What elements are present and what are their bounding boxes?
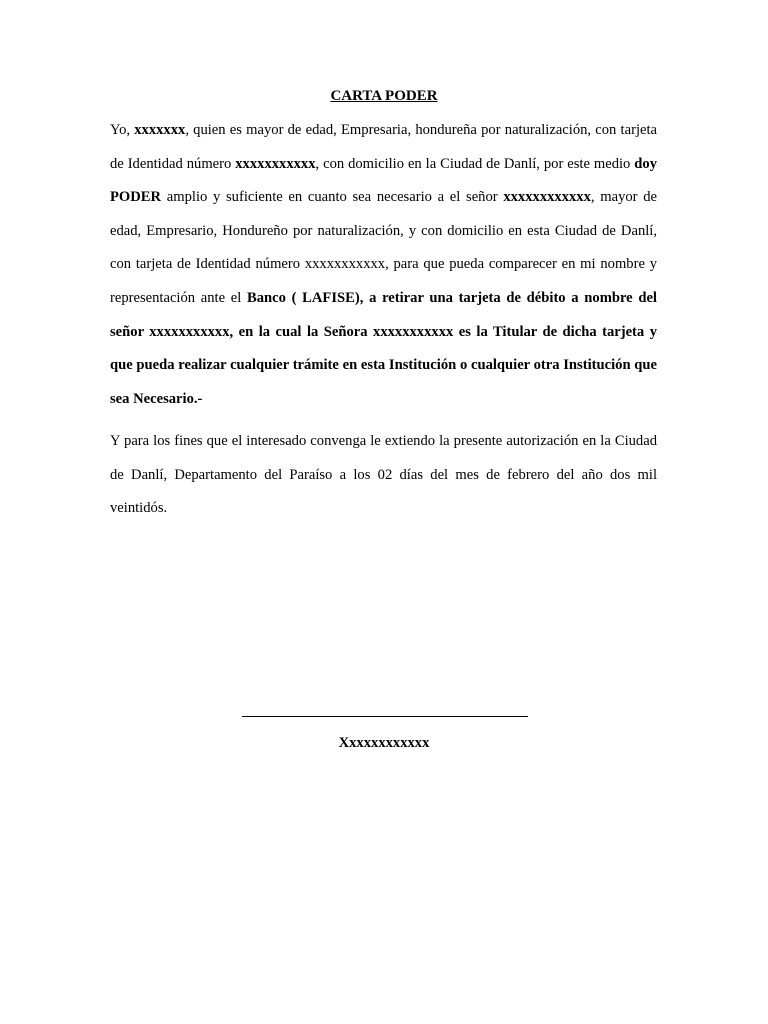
text-run: , quien es mayor de edad, Empresaria, hondureña por naturalización, con tarjeta de Identidad número <box>110 122 658 172</box>
text-run-bold: xxxxxxxxxxx <box>235 155 316 172</box>
signature-name: Xxxxxxxxxxxx <box>338 735 430 751</box>
text-run-bold: Banco ( LAFISE), a retirar una tarjeta de débito a nombre del señor xxxxxxxxxxx, en la cual la Señora xxxxxxxxxxx es la Titular de dicha tarjeta y que pueda realizar cualquier trámite en esta Institución o cualquier otra Institución que sea Necesario.- <box>110 289 657 407</box>
paragraph-power-of-attorney <box>110 114 657 416</box>
text-run: amplio y suficiente en cuanto sea necesario a el señor <box>161 189 504 206</box>
text-run: , mayor de edad, Empresario, Hondureño por naturalización, y con domicilio en esta Ciudad de Danlí, con tarjeta de Identidad número xxxxxxxxxxx, para que pueda comparecer en mi nombre y representación ante el <box>110 189 657 306</box>
paragraph-closing: Y para los fines que el interesado convenga le extiendo la presente autorización en la Ciudad de Danlí, Departamento del Paraíso a los 02 días del mes de febrero del año dos mil veintidós. <box>110 433 657 517</box>
signature-line <box>242 716 528 717</box>
text-run-bold: xxxxxxxxxxxx <box>503 189 591 206</box>
text-run: Yo, <box>110 122 135 138</box>
text-run: , con domicilio en la Ciudad de Danlí, por este medio <box>315 155 635 172</box>
text-run-bold: doy PODER <box>110 155 657 206</box>
text-run-bold: xxxxxxx <box>134 122 186 138</box>
document-title: CARTA PODER <box>330 88 438 104</box>
